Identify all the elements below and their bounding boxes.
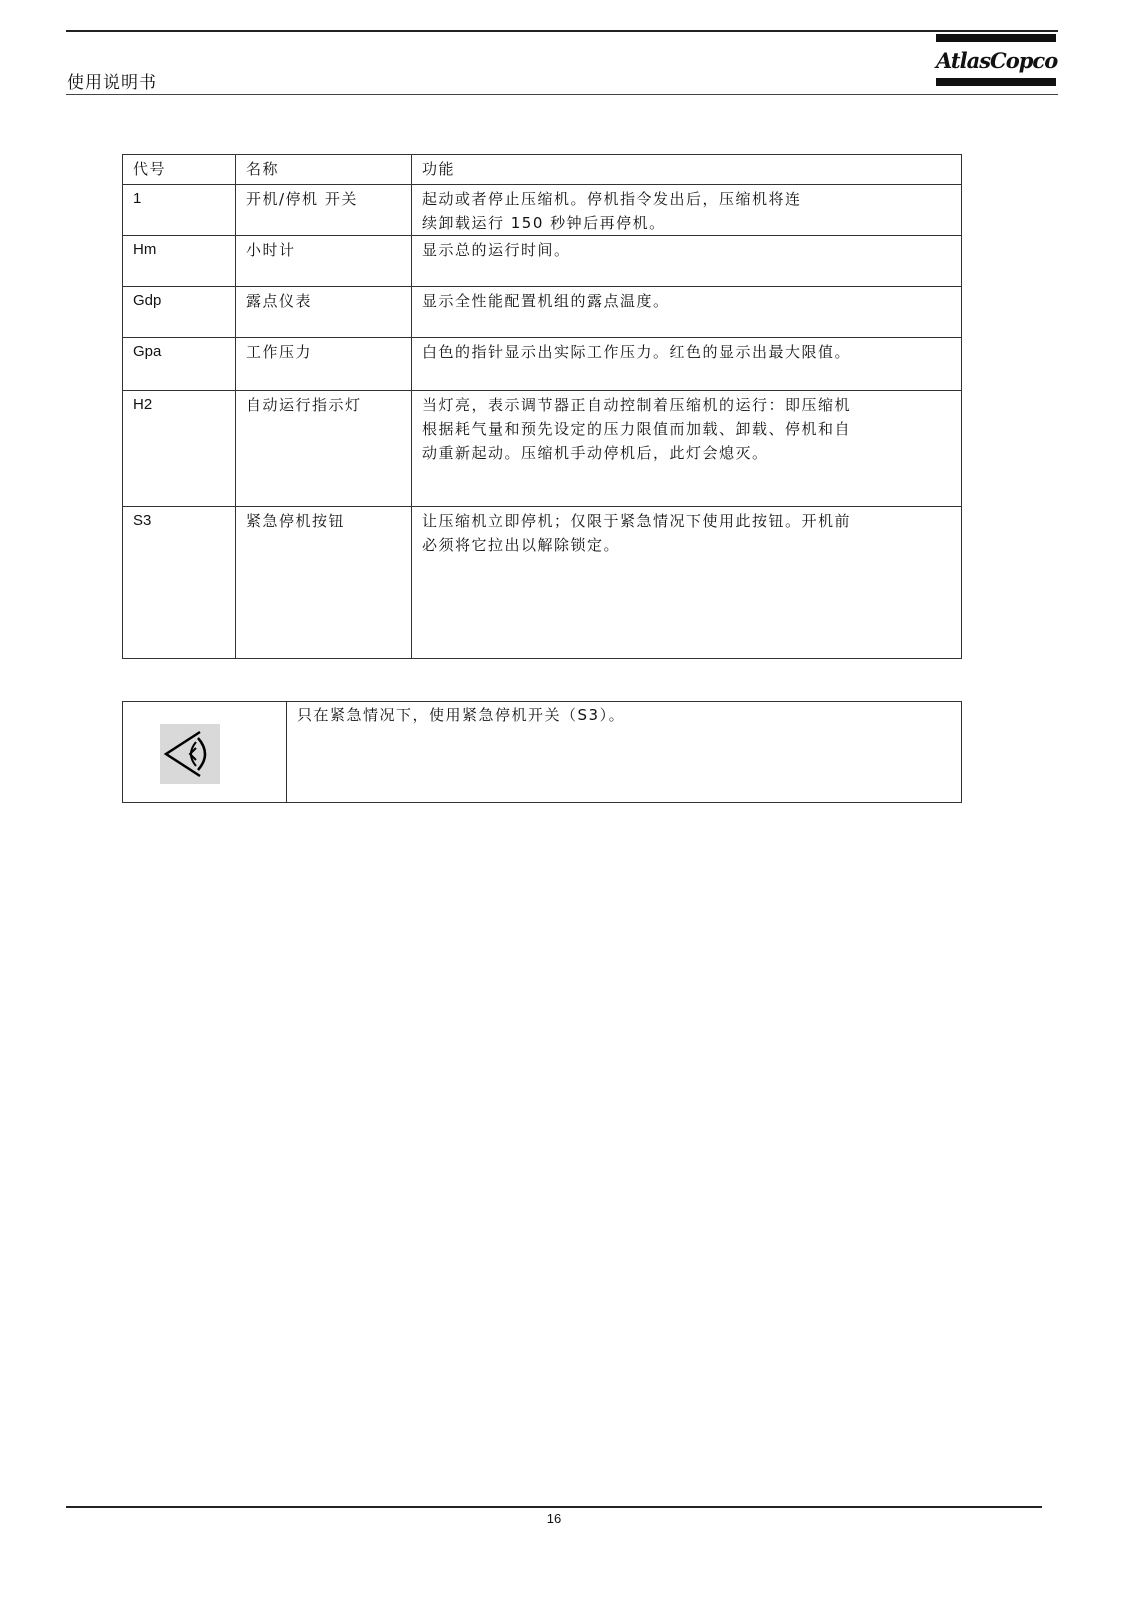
- row-name: 工作压力: [236, 338, 412, 391]
- function-line: 显示总的运行时间。: [422, 241, 571, 259]
- warning-eye-icon: [160, 724, 220, 784]
- table-row: [123, 338, 962, 391]
- document-title: 使用说明书: [67, 73, 157, 93]
- row-code: 1: [123, 185, 236, 236]
- row-function: [412, 185, 962, 236]
- function-line: 必须将它拉出以解除锁定。: [422, 536, 621, 554]
- row-function: [412, 236, 962, 287]
- note-text: 只在紧急情况下，使用紧急停机开关（S3）。: [287, 702, 962, 803]
- row-code: S3: [123, 507, 236, 659]
- row-name: 紧急停机按钮: [236, 507, 412, 659]
- header-bottom-rule: [66, 94, 1058, 95]
- atlas-copco-logo: [936, 34, 1056, 86]
- header-code: 代号: [123, 155, 236, 185]
- function-line: 根据耗气量和预先设定的压力限值而加载、卸载、停机和自: [422, 420, 852, 438]
- function-line: 起动或者停止压缩机。停机指令发出后，压缩机将连: [422, 190, 802, 208]
- row-function: [412, 391, 962, 507]
- controls-table: [122, 154, 962, 659]
- footer-rule: [66, 1506, 1042, 1508]
- function-line: 白色的指针显示出实际工作压力。红色的显示出最大限值。: [422, 343, 852, 361]
- function-line: 续卸载运行 150 秒钟后再停机。: [422, 214, 666, 232]
- row-name: 小时计: [236, 236, 412, 287]
- row-code: Hm: [123, 236, 236, 287]
- header-name: 名称: [236, 155, 412, 185]
- row-name: 自动运行指示灯: [236, 391, 412, 507]
- table-row: [123, 287, 962, 338]
- warning-note: [122, 701, 962, 803]
- row-code: Gpa: [123, 338, 236, 391]
- note-icon-cell: [123, 702, 287, 803]
- function-line: 当灯亮，表示调节器正自动控制着压缩机的运行：即压缩机: [422, 396, 852, 414]
- logo-bar-bottom: [936, 78, 1056, 86]
- row-function: [412, 338, 962, 391]
- row-code: Gdp: [123, 287, 236, 338]
- table-row: [123, 185, 962, 236]
- row-name: 开机/停机 开关: [236, 185, 412, 236]
- table-row: [123, 236, 962, 287]
- table-row: [123, 507, 962, 659]
- row-name: 露点仪表: [236, 287, 412, 338]
- table-header-row: [123, 155, 962, 185]
- function-line: 动重新起动。压缩机手动停机后，此灯会熄灭。: [422, 444, 769, 462]
- page-number: 16: [546, 1511, 562, 1526]
- logo-wordmark: AtlasCopco: [936, 48, 1058, 73]
- row-code: H2: [123, 391, 236, 507]
- header-top-rule: [66, 30, 1058, 32]
- function-line: 让压缩机立即停机；仅限于紧急情况下使用此按钮。开机前: [422, 512, 852, 530]
- logo-bar-top: [936, 34, 1056, 42]
- header-function: 功能: [412, 155, 962, 185]
- table-row: [123, 391, 962, 507]
- row-function: [412, 507, 962, 659]
- row-function: [412, 287, 962, 338]
- function-line: 显示全性能配置机组的露点温度。: [422, 292, 670, 310]
